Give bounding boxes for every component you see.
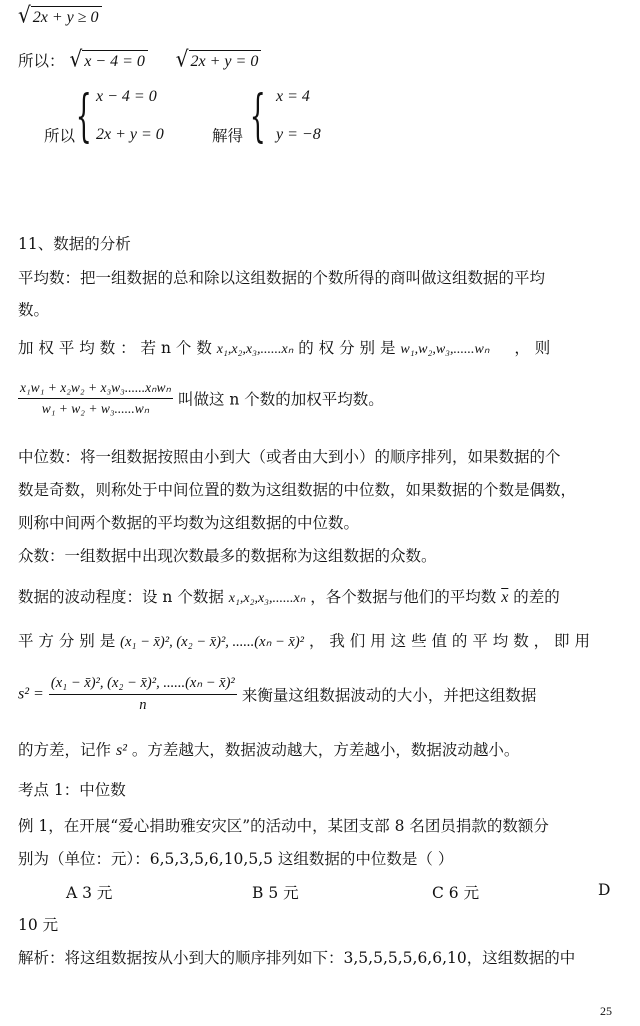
variance-tail: 来衡量这组数据波动的大小，并把这组数据 xyxy=(241,686,537,705)
radical-sign: √ xyxy=(18,1,31,29)
weighted-mean-fraction xyxy=(18,380,173,417)
fraction-numerator: x₁w₁ + x₂w₂ + x₃w₃......xₙwₙ xyxy=(18,380,173,399)
option-d-continued: 10 元 xyxy=(18,916,59,934)
example1-line2: 别为（单位：元）：6,5,3,5,6,10,5,5 这组数据的中位数是（ ） xyxy=(18,850,454,868)
mean-definition-line1: 平均数：把一组数据的总和除以这组数据的个数所得的商叫做这组数据的平均 xyxy=(18,269,546,287)
left-brace: { xyxy=(75,84,92,149)
variance-line4 xyxy=(18,739,519,762)
fraction-denominator: w₁ + w₂ + w₃......wₙ xyxy=(41,401,150,416)
sqrt-inequality: 2x + y ≥ 0 xyxy=(31,6,102,29)
example1-line1: 例 1，在开展“爱心捐助雅安灾区”的活动中，某团支部 8 名团员捐款的数额分 xyxy=(18,817,549,835)
median-definition-line3: 则称中间两个数据的平均数为这组数据的中位数。 xyxy=(18,514,360,532)
sqrt-inequality-line xyxy=(18,1,102,29)
variance-text-2b: ， 我 们 用 这 些 值 的 平 均 数 ， 即 用 xyxy=(308,632,590,650)
radical-sign: √ xyxy=(69,45,83,73)
mean-symbol: $\overline{x}$ xyxy=(501,589,509,606)
weighted-mean-xs: x₁,x₂,x₃,......xₙ xyxy=(216,342,294,357)
section-title: 11、数据的分析 xyxy=(18,235,131,253)
squared-deviations: (x₁ − x̄)², (x₂ − x̄)², ......(xₙ − x̄)² xyxy=(120,634,304,650)
sqrt-eq-b: 2x + y = 0 xyxy=(189,50,262,73)
system-eq2: 2x + y = 0 xyxy=(96,126,164,143)
variance-text-c: 的差的 xyxy=(513,588,560,606)
sqrt-eq-a: x − 4 = 0 xyxy=(82,50,148,73)
variance-formula-line xyxy=(18,675,536,714)
variance-line2 xyxy=(18,630,590,653)
option-a: A 3 元 xyxy=(66,884,113,902)
variance-text-4a: 的方差，记作 xyxy=(18,741,112,759)
weighted-mean-tail: 叫做这 n 个数的加权平均数。 xyxy=(177,390,384,409)
fraction-numerator: (x₁ − x̄)², (x₂ − x̄)², ......(xₙ − x̄)² xyxy=(49,675,237,695)
suoyi-label: 所以： xyxy=(18,52,65,70)
weighted-mean-text-a: 加 权 平 均 数 ： 若 n 个 数 xyxy=(18,339,212,357)
left-brace: { xyxy=(249,84,266,149)
variance-symbol: s² xyxy=(115,742,127,759)
mean-definition-line2: 数。 xyxy=(18,301,50,319)
fraction-denominator: n xyxy=(139,697,147,713)
variance-text-a: 数据的波动程度：设 n 个数据 xyxy=(18,588,224,606)
weighted-mean-line xyxy=(18,337,550,361)
option-c: C 6 元 xyxy=(432,884,480,902)
mode-definition: 众数：一组数据中出现次数最多的数据称为这组数据的众数。 xyxy=(18,547,437,565)
radical-sign: √ xyxy=(175,45,189,73)
variance-lhs: s² = xyxy=(18,685,44,703)
variance-text-4b: 。方差越大，数据波动越大，方差越小，数据波动越小。 xyxy=(131,741,520,759)
weighted-mean-text-c: ， 则 xyxy=(514,339,551,357)
variance-fraction xyxy=(49,675,237,714)
option-d: D xyxy=(598,881,611,899)
variance-text-b: ，各个数据与他们的平均数 xyxy=(310,588,497,606)
variance-text-2a: 平 方 分 别 是 xyxy=(18,632,116,650)
option-b: B 5 元 xyxy=(252,884,299,902)
page-number: 25 xyxy=(600,1004,612,1018)
system-eq1: x − 4 = 0 xyxy=(96,88,157,105)
variance-line1 xyxy=(18,586,560,610)
analysis-line: 解析：将这组数据按从小到大的顺序排列如下：3,5,5,5,5,6,6,10，这组数据的中 xyxy=(18,949,576,967)
weighted-mean-text-b: 的 权 分 别 是 xyxy=(298,339,396,357)
median-definition-line2: 数是奇数，则称处于中间位置的数为这组数据的中位数，如果数据的个数是偶数， xyxy=(18,481,577,499)
solve-eq1: x = 4 xyxy=(276,88,310,105)
kaodian-heading: 考点 1：中位数 xyxy=(18,781,126,799)
solve-label: 解得 xyxy=(212,127,244,145)
solve-eq2: y = −8 xyxy=(276,126,321,143)
weighted-mean-formula xyxy=(18,380,384,417)
system-label: 所以 xyxy=(44,127,76,145)
variance-xs: x₁,x₂,x₃,......xₙ xyxy=(228,591,306,606)
median-definition-line1: 中位数：将一组数据按照由小到大（或者由大到小）的顺序排列，如果数据的个 xyxy=(18,448,561,466)
weighted-mean-ws: w₁,w₂,w₃,......wₙ xyxy=(400,342,490,357)
suoyi-line xyxy=(18,45,261,73)
